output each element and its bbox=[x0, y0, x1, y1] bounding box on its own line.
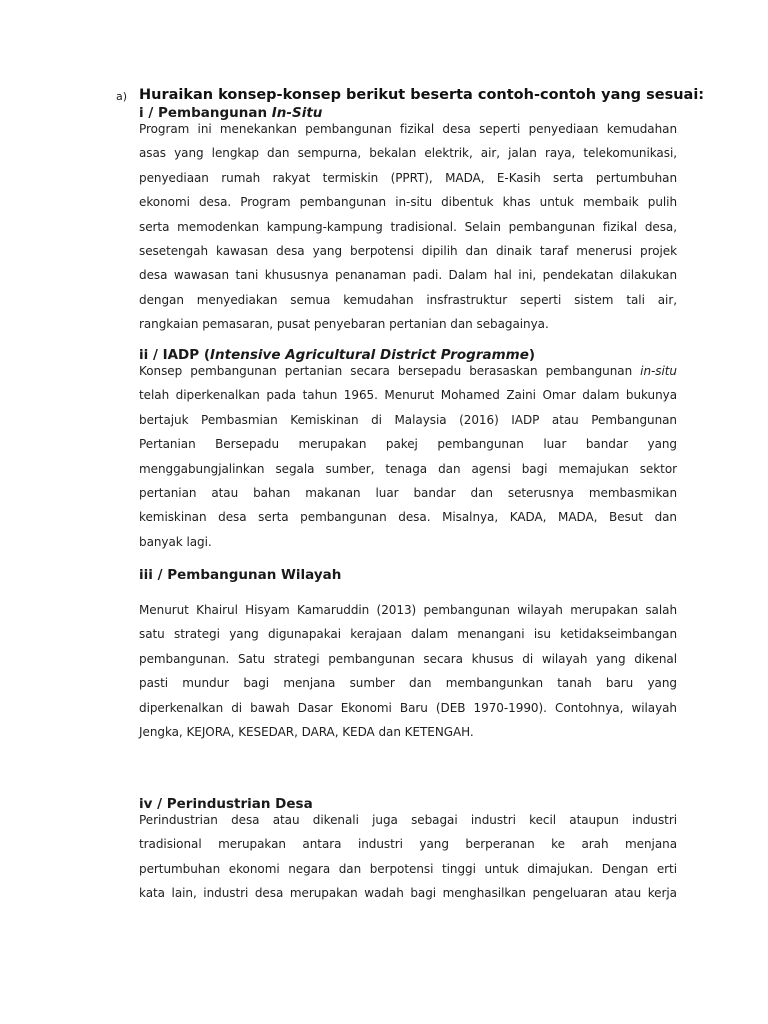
section-2-line: Pertanian Bersepadu merupakan pakej pembangunan luar bandar yang bbox=[139, 437, 677, 452]
section-2-line: kemiskinan desa serta pembangunan desa. Misalnya, KADA, MADA, Besut dan bbox=[139, 510, 677, 525]
section-1-heading: i / Pembangunan In-Situ bbox=[139, 105, 323, 121]
section-3-heading: iii / Pembangunan Wilayah bbox=[139, 567, 342, 583]
section-4-line: Perindustrian desa atau dikenali juga sebagai industri kecil ataupun industri bbox=[139, 813, 677, 827]
section-1-line: rangkaian pemasaran, pusat penyebaran pertanian dan sebagainya. bbox=[139, 317, 549, 332]
section-2-body bbox=[139, 359, 677, 554]
section-2-heading: ii / IADP (Intensive Agricultural District Programme) bbox=[139, 347, 536, 363]
section-1-body bbox=[139, 117, 677, 337]
section-3-line: pasti mundur bagi menjana sumber dan membangunkan tanah baru yang bbox=[139, 676, 677, 691]
question-marker: a) bbox=[116, 90, 128, 103]
section-4-line: tradisional merupakan antara industri yang berperanan ke arah menjana bbox=[139, 837, 677, 852]
section-1-line: Program ini menekankan pembangunan fizikal desa seperti penyediaan kemudahan bbox=[139, 122, 677, 136]
section-4-body bbox=[139, 808, 677, 906]
section-1-line: serta memodenkan kampung-kampung tradisional. Selain pembangunan fizikal desa, bbox=[139, 219, 677, 234]
section-2-line: telah diperkenalkan pada tahun 1965. Menurut Mohamed Zaini Omar dalam bukunya bbox=[139, 388, 677, 403]
section-4-line: kata lain, industri desa merupakan wadah bagi menghasilkan pengeluaran atau kerja bbox=[139, 886, 677, 901]
section-2-line: pertanian atau bahan makanan luar bandar dan seterusnya membasmikan bbox=[139, 486, 677, 501]
section-1-line: asas yang lengkap dan sempurna, bekalan elektrik, air, jalan raya, telekomunikasi, bbox=[139, 146, 677, 161]
question-title: Huraikan konsep-konsep berikut beserta contoh-contoh yang sesuai: bbox=[139, 87, 705, 103]
section-2-line: banyak lagi. bbox=[139, 534, 212, 549]
section-1-line: penyediaan rumah rakyat termiskin (PPRT), MADA, E-Kasih serta pertumbuhan bbox=[139, 170, 677, 185]
section-2-line: Konsep pembangunan pertanian secara bersepadu berasaskan pembangunan in-situ bbox=[139, 364, 677, 378]
section-3-line: pembangunan. Satu strategi pembangunan secara khusus di wilayah yang dikenal bbox=[139, 651, 677, 666]
section-2-line: menggabungjalinkan segala sumber, tenaga dan agensi bagi memajukan sektor bbox=[139, 461, 677, 476]
section-1-line: dengan menyediakan semua kemudahan insfrastruktur seperti sistem tali air, bbox=[139, 292, 677, 307]
section-1-line: desa wawasan tani khususnya penanaman padi. Dalam hal ini, pendekatan dilakukan bbox=[139, 268, 677, 283]
section-3-line: Jengka, KEJORA, KESEDAR, DARA, KEDA dan KETENGAH. bbox=[139, 725, 474, 740]
section-2-line: bertajuk Pembasmian Kemiskinan di Malaysia (2016) IADP atau Pembangunan bbox=[139, 412, 677, 427]
section-1-line: ekonomi desa. Program pembangunan in-situ dibentuk khas untuk membaik pulih bbox=[139, 195, 677, 210]
section-3-line: Menurut Khairul Hisyam Kamaruddin (2013) pembangunan wilayah merupakan salah bbox=[139, 603, 677, 617]
section-3-body bbox=[139, 598, 677, 744]
section-3-line: satu strategi yang digunapakai kerajaan dalam menangani isu ketidakseimbangan bbox=[139, 627, 677, 642]
section-4-line: pertumbuhan ekonomi negara dan berpotensi tinggi untuk dimajukan. Dengan erti bbox=[139, 861, 677, 876]
section-3-line: diperkenalkan di bawah Dasar Ekonomi Baru (DEB 1970-1990). Contohnya, wilayah bbox=[139, 700, 677, 715]
section-4-heading: iv / Perindustrian Desa bbox=[139, 796, 313, 812]
section-1-line: sesetengah kawasan desa yang berpotensi dipilih dan dinaik taraf menerusi projek bbox=[139, 244, 677, 259]
